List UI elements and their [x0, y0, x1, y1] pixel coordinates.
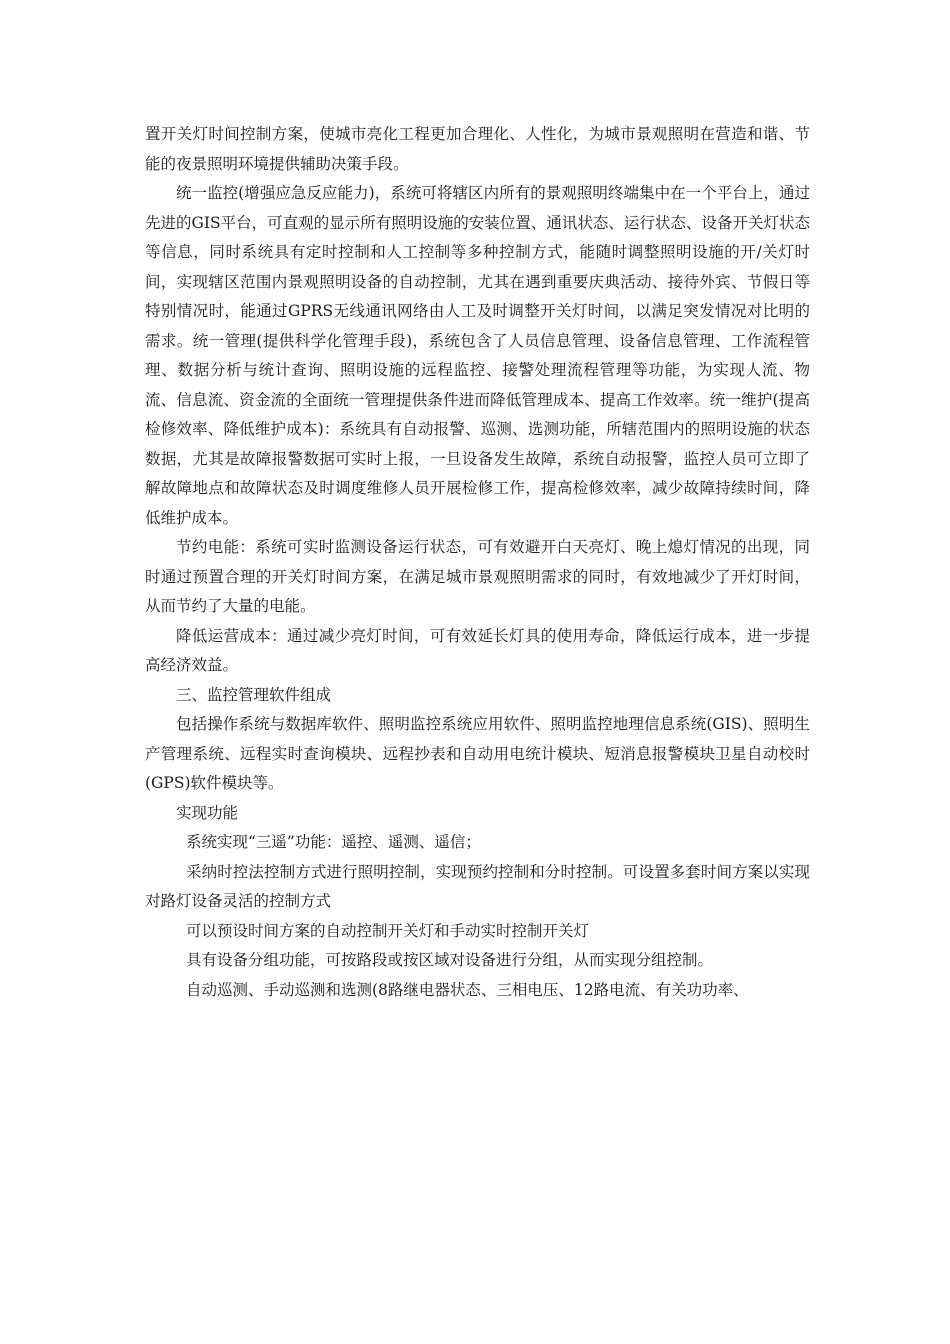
paragraph-cost-reduction: 降低运营成本：通过减少亮灯时间，可有效延长灯具的使用寿命，降低运行成本，进一步提高经济效益。: [145, 626, 810, 674]
section-heading: 三、监控管理软件组成: [176, 685, 332, 704]
subheading-functions: 实现功能: [176, 803, 239, 822]
document-page: [145, 120, 810, 1005]
paragraph-software-components: 包括操作系统与数据库软件、照明监控系统应用软件、照明监控地理信息系统(GIS)、照明生产管理系统、远程实时查询模块、远程抄表和自动用电统计模块、短消息报警模块卫星自动校时(GPS)软件模块等。: [145, 715, 810, 792]
paragraph-unified-monitoring: 统一监控(增强应急反应能力)，系统可将辖区内所有的景观照明终端集中在一个平台上，通过先进的GIS平台，可直观的显示所有照明设施的安装位置、通讯状态、运行状态、设备开关灯状态等信息，同时系统具有定时控制和人工控制等多种控制方式，能随时调整照明设施的开/关灯时间，实现辖区范围内景观照明设备的自动控制，尤其在遇到重要庆典活动、接待外宾、节假日等特别情况时，能通过GPRS无线通讯网络由人工及时调整开关灯时间，以满足突发情况对比明的需求。统一管理(提供科学化管理手段)，系统包含了人员信息管理、设备信息管理、工作流程管理、数据分析与统计查询、照明设施的远程监控、接警处理流程管理等功能，为实现人流、物流、信息流、资金流的全面统一管理提供条件进而降低管理成本、提高工作效率。统一维护(提高检修效率、降低维护成本)：系统具有自动报警、巡测、选测功能，所辖范围内的照明设施的状态数据，尤其是故障报警数据可实时上报，一旦设备发生故障，系统自动报警，监控人员可立即了解故障地点和故障状态及时调度维修人员开展检修工作，提高检修效率，减少故障持续时间，降低维护成本。: [145, 184, 810, 527]
paragraph-1: 置开关灯时间控制方案，使城市亮化工程更加合理化、人性化，为城市景观照明在营造和谐、节能的夜景照明环境提供辅助决策手段。: [145, 125, 810, 173]
paragraph-energy-saving: 节约电能：系统可实时监测设备运行状态，可有效避开白天亮灯、晚上熄灯情况的出现，同时通过预置合理的开关灯时间方案，在满足城市景观照明需求的同时，有效地减少了开灯时间，从而节约了大量的电能。: [145, 538, 810, 615]
function-item-patrol-measure: 自动巡测、手动巡测和选测(8路继电器状态、三相电压、12路电流、有关功功率、: [186, 980, 749, 999]
function-item-timed-control: 采纳时控法控制方式进行照明控制，实现预约控制和分时控制。可设置多套时间方案以实现对路灯设备灵活的控制方式: [145, 862, 810, 910]
function-item-preset-schedule: 可以预设时间方案的自动控制开关灯和手动实时控制开关灯: [186, 921, 590, 940]
function-item-three-remote: 系统实现“三遥”功能：遥控、遥测、遥信；: [186, 833, 481, 851]
function-item-grouping: 具有设备分组功能，可按路段或按区域对设备进行分组，从而实现分组控制。: [186, 951, 714, 969]
